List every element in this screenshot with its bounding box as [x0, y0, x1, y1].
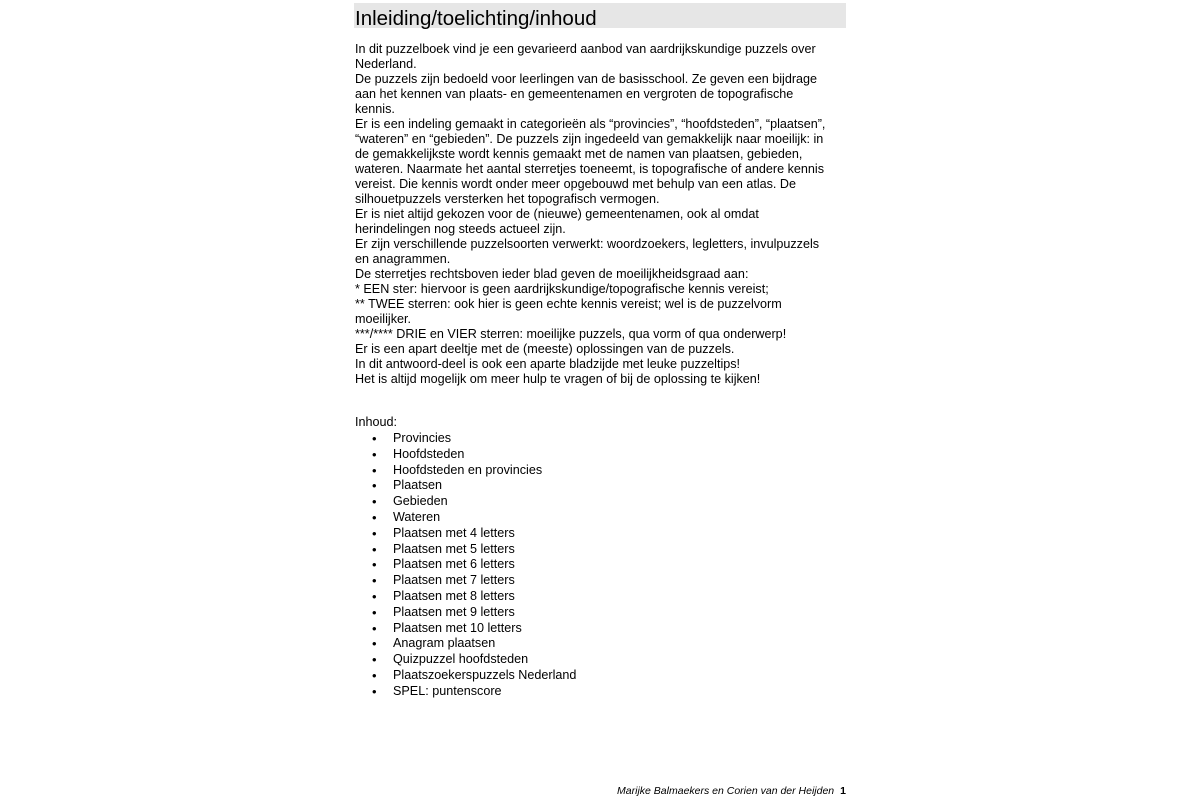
bullet-icon: • [372, 620, 377, 636]
title-bar [354, 3, 846, 28]
bullet-icon: • [372, 667, 377, 683]
toc-item-label: Wateren [393, 509, 441, 524]
bullet-icon: • [372, 557, 377, 573]
intro-line: en anagrammen. [355, 252, 451, 266]
intro-line: Er is een indeling gemaakt in categorieën als “provincies”, “hoofdsteden”, “plaatsen”, [355, 117, 826, 131]
bullet-icon: • [372, 588, 377, 604]
intro-line: vereist. Die kennis wordt onder meer opgebouwd met behulp van een atlas. De [355, 177, 797, 191]
toc-item-label: Plaatsen [393, 478, 443, 493]
page-title: Inleiding/toelichting/inhoud [355, 7, 597, 30]
bullet-icon: • [372, 604, 377, 620]
bullet-icon: • [372, 509, 377, 525]
intro-line: In dit antwoord-deel is ook een aparte bladzijde met leuke puzzeltips! [355, 357, 741, 371]
footer-authors: Marijke Balmaekers en Corien van der Heijden [617, 785, 835, 797]
bullet-icon: • [372, 431, 377, 446]
intro-line: Het is altijd mogelijk om meer hulp te vragen of bij de oplossing te kijken! [355, 372, 761, 386]
intro-line: Nederland. [355, 57, 417, 71]
intro-line: moeilijker. [355, 312, 411, 326]
intro-line: De sterretjes rechtsboven ieder blad geven de moeilijkheidsgraad aan: [355, 267, 749, 281]
toc-item-label: Plaatsen met 4 letters [393, 525, 515, 540]
bullet-icon: • [372, 494, 377, 510]
toc-item-label: Gebieden [393, 494, 448, 509]
intro-line: silhouetpuzzels versterken het topografisch vermogen. [355, 192, 660, 206]
intro-line: In dit puzzelboek vind je een gevarieerd aanbod van aardrijkskundige puzzels over [355, 42, 816, 56]
intro-line: “wateren” en “gebieden”. De puzzels zijn ingedeeld van gemakkelijk naar moeilijk: in [355, 132, 824, 146]
intro-line: ** TWEE sterren: ook hier is geen echte kennis vereist; wel is de puzzelvorm [355, 297, 782, 311]
toc-item-label: Quizpuzzel hoofdsteden [393, 652, 529, 667]
document-page [354, 0, 846, 800]
bullet-icon: • [372, 541, 377, 557]
intro-line: ***/**** DRIE en VIER sterren: moeilijke puzzels, qua vorm of qua onderwerp! [355, 327, 787, 341]
intro-line: wateren. Naarmate het aantal sterretjes toeneemt, is topografische of andere kennis [355, 162, 825, 176]
bullet-icon: • [372, 652, 377, 668]
bullet-icon: • [372, 462, 377, 478]
toc-item-label: Plaatszoekerspuzzels Nederland [393, 667, 577, 682]
toc-item-label: SPEL: puntenscore [393, 683, 502, 698]
toc-item-label: Plaatsen met 5 letters [393, 541, 515, 556]
toc-item-label: Provincies [393, 431, 452, 445]
intro-line: de gemakkelijkste wordt kennis gemaakt met de namen van plaatsen, gebieden, [355, 147, 803, 161]
intro-line: Er zijn verschillende puzzelsoorten verwerkt: woordzoekers, legletters, invulpuzzels [355, 237, 820, 251]
intro-line: De puzzels zijn bedoeld voor leerlingen van de basisschool. Ze geven een bijdrage [355, 72, 818, 86]
toc-item-label: Anagram plaatsen [393, 636, 496, 651]
toc-item-label: Plaatsen met 10 letters [393, 620, 522, 635]
toc-item-label: Plaatsen met 6 letters [393, 557, 515, 572]
toc-item-label: Hoofdsteden [393, 446, 465, 461]
toc-item-label: Plaatsen met 8 letters [393, 588, 515, 603]
intro-line: Er is niet altijd gekozen voor de (nieuwe) gemeentenamen, ook al omdat [355, 207, 759, 221]
intro-line: Er is een apart deeltje met de (meeste) oplossingen van de puzzels. [355, 342, 735, 356]
intro-line: herindelingen nog steeds actueel zijn. [355, 222, 566, 236]
bullet-icon: • [372, 478, 377, 494]
page-number: 1 [840, 785, 846, 797]
toc-heading: Inhoud: [355, 415, 398, 429]
bullet-icon: • [372, 636, 377, 652]
bullet-icon: • [372, 683, 377, 699]
bullet-icon: • [372, 525, 377, 541]
toc-item-label: Plaatsen met 9 letters [393, 604, 515, 619]
intro-text [355, 42, 847, 387]
footer [617, 784, 846, 798]
bullet-icon: • [372, 446, 377, 462]
intro-line: kennis. [355, 102, 395, 116]
bullet-icon: • [372, 573, 377, 589]
toc-item-label: Plaatsen met 7 letters [393, 573, 515, 588]
intro-line: aan het kennen van plaats- en gemeentenamen en vergroten de topografische [355, 87, 794, 101]
intro-line: * EEN ster: hiervoor is geen aardrijkskundige/topografische kennis vereist; [355, 282, 769, 296]
toc-item-label: Hoofdsteden en provincies [393, 462, 543, 477]
